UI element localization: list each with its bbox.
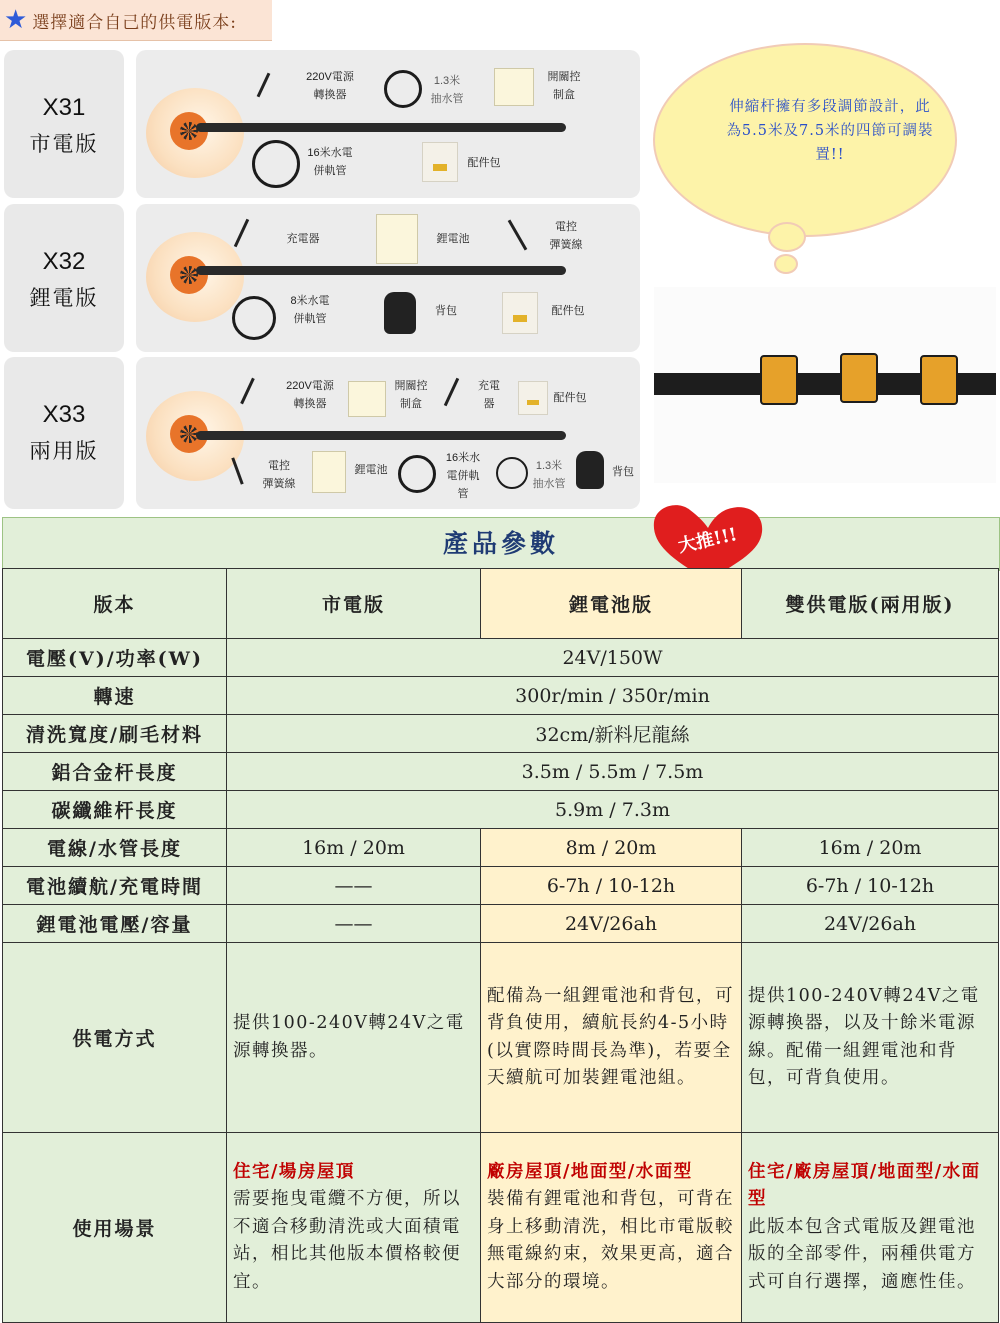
battery-icon xyxy=(312,451,346,493)
table-header-row xyxy=(3,569,999,639)
battery-icon xyxy=(376,214,418,264)
pole-clamp xyxy=(760,355,798,405)
control-box-icon xyxy=(494,68,534,106)
table-title: 產品參數 xyxy=(442,529,559,558)
accessory-pack-icon xyxy=(502,292,538,334)
usage-cell xyxy=(481,1133,742,1323)
item-label: 電控 彈簧線 xyxy=(549,221,583,251)
item-label: 充電 器 xyxy=(478,380,500,410)
cable-hose-icon xyxy=(232,296,276,340)
adapter-icon xyxy=(257,73,271,98)
table-row xyxy=(3,753,999,791)
usage-title: 住宅/場房屋頂 xyxy=(233,1161,355,1182)
item-label: 1.3米 抽水管 xyxy=(430,75,464,105)
accessory-pack-icon xyxy=(518,381,548,415)
usage-title: 住宅/廠房屋頂/地面型/水面型 xyxy=(748,1161,981,1210)
table-row-power xyxy=(3,943,999,1133)
item-label: 電控 彈簧線 xyxy=(262,460,296,490)
row-paragraph: 提供100-240V轉24V之電源轉換器，以及十餘米電源線。配備一組鋰電池和背包，可背負使用。 xyxy=(742,943,999,1133)
item-label: 開關控 制盒 xyxy=(394,380,428,410)
row-label: 供電方式 xyxy=(3,943,227,1133)
spec-table xyxy=(2,568,999,1323)
row-value: 300r/min / 350r/min xyxy=(227,677,999,715)
row-value: —— xyxy=(227,867,481,905)
cable-hose-icon xyxy=(252,140,300,188)
item-label: 配件包 xyxy=(553,392,587,404)
item-label: 配件包 xyxy=(467,157,501,169)
item-label: 充電器 xyxy=(286,233,320,245)
row-label: 電壓(V)/功率(W) xyxy=(3,639,227,677)
version-card-x33 xyxy=(4,357,124,509)
table-row xyxy=(3,677,999,715)
row-label: 鋁合金杆長度 xyxy=(3,753,227,791)
item-label: 220V電源 轉換器 xyxy=(306,71,354,101)
row-value: —— xyxy=(227,905,481,943)
item-label: 1.3米 抽水管 xyxy=(532,460,566,490)
version-card-x31 xyxy=(4,50,124,198)
item-label: 8米水電 併軌管 xyxy=(290,295,330,325)
table-row xyxy=(3,715,999,753)
cloud-puff xyxy=(768,222,806,252)
item-label: 背包 xyxy=(612,466,634,478)
row-value: 5.9m / 7.3m xyxy=(227,791,999,829)
row-value: 3.5m / 5.5m / 7.5m xyxy=(227,753,999,791)
usage-cell xyxy=(742,1133,999,1323)
row-label: 鋰電池電壓/容量 xyxy=(3,905,227,943)
pole-clamp xyxy=(920,355,958,405)
row-value: 6-7h / 10-12h xyxy=(481,867,742,905)
header-cell: 雙供電版(兩用版) xyxy=(742,569,999,639)
cable-hose-icon xyxy=(398,455,436,493)
pole-clamp xyxy=(840,353,878,403)
product-image-x32 xyxy=(136,204,640,352)
row-label: 轉速 xyxy=(3,677,227,715)
version-card-x32 xyxy=(4,204,124,352)
telescopic-pole-photo xyxy=(654,287,996,483)
header-cell: 版本 xyxy=(3,569,227,639)
version-name: 鋰電版 xyxy=(29,286,99,310)
accessory-pack-icon xyxy=(422,142,458,182)
banner-text: 選擇適合自己的供電版本: xyxy=(32,12,238,33)
header-cell: 市電版 xyxy=(227,569,481,639)
section-banner xyxy=(0,0,272,41)
table-row xyxy=(3,791,999,829)
usage-text: 需要拖曳電纜不方便，所以不適合移動清洗或大面積電站，相比其他版本價格較便宜。 xyxy=(233,1189,461,1292)
row-value: 16m / 20m xyxy=(227,829,481,867)
charger-icon xyxy=(444,378,459,406)
backpack-icon xyxy=(576,451,604,489)
row-label: 電線/水管長度 xyxy=(3,829,227,867)
star-icon: ★ xyxy=(4,5,29,35)
row-label: 電池續航/充電時間 xyxy=(3,867,227,905)
row-paragraph: 提供100-240V轉24V之電源轉換器。 xyxy=(227,943,481,1133)
cloud-puff xyxy=(774,254,798,274)
spring-cable-icon xyxy=(508,220,528,251)
item-label: 220V電源 轉換器 xyxy=(286,380,334,410)
row-value: 32cm/新料尼龍絲 xyxy=(227,715,999,753)
usage-text: 此版本包含式電版及鋰電池版的全部零件，兩種供電方式可自行選擇，適應性佳。 xyxy=(748,1216,976,1292)
table-row xyxy=(3,867,999,905)
item-label: 鋰電池 xyxy=(354,464,388,476)
heart-text: 大推!!! xyxy=(676,524,740,558)
backpack-icon xyxy=(384,292,416,334)
row-value: 6-7h / 10-12h xyxy=(742,867,999,905)
table-title-bar xyxy=(2,517,1000,571)
table-row-usage xyxy=(3,1133,999,1323)
table-row xyxy=(3,905,999,943)
row-paragraph: 配備為一組鋰電池和背包，可背負使用，續航長約4-5小時(以實際時間長為準)，若要全天續航可加裝鋰電池組。 xyxy=(481,943,742,1133)
usage-cell xyxy=(227,1133,481,1323)
item-label: 背包 xyxy=(435,305,457,317)
row-value: 24V/150W xyxy=(227,639,999,677)
row-value: 16m / 20m xyxy=(742,829,999,867)
charger-icon xyxy=(234,219,249,247)
table-row xyxy=(3,639,999,677)
usage-title: 廠房屋頂/地面型/水面型 xyxy=(487,1161,693,1182)
item-label: 16米水 電併軌 管 xyxy=(445,452,481,500)
control-box-icon xyxy=(348,381,386,417)
usage-text: 裝備有鋰電池和背包，可背在身上移動清洗，相比市電版較無電線約束，效果更高，適合大部分的環境。 xyxy=(487,1189,734,1292)
item-label: 開關控 制盒 xyxy=(547,71,581,101)
row-value: 24V/26ah xyxy=(481,905,742,943)
item-label: 16米水電 併軌管 xyxy=(307,147,353,177)
adapter-icon xyxy=(240,378,255,405)
header-cell: 鋰電池版 xyxy=(481,569,742,639)
product-image-x31 xyxy=(136,50,640,198)
version-code: X31 xyxy=(42,94,86,121)
version-name: 市電版 xyxy=(29,132,99,156)
row-label: 使用場景 xyxy=(3,1133,227,1323)
row-label: 清洗寬度/刷毛材料 xyxy=(3,715,227,753)
spring-cable-icon xyxy=(231,457,243,484)
item-label: 配件包 xyxy=(551,305,585,317)
version-code: X32 xyxy=(42,248,86,275)
version-code: X33 xyxy=(42,401,86,428)
hose-icon xyxy=(384,70,422,108)
row-label: 碳纖維杆長度 xyxy=(3,791,227,829)
table-row xyxy=(3,829,999,867)
item-label: 鋰電池 xyxy=(436,233,470,245)
product-image-x33 xyxy=(136,357,640,509)
version-name: 兩用版 xyxy=(29,439,99,463)
row-value: 24V/26ah xyxy=(742,905,999,943)
row-value: 8m / 20m xyxy=(481,829,742,867)
note-text: 伸縮杆擁有多段調節設計，此為5.5米及7.5米的四節可調裝置!! xyxy=(726,99,934,163)
